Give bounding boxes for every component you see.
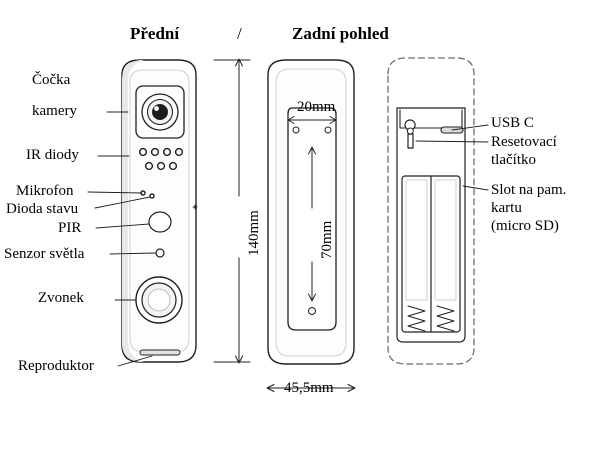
ir-led xyxy=(140,149,147,156)
dimension-height: 140mm xyxy=(246,210,262,256)
ir-led xyxy=(158,163,165,170)
label-card-slot-line2: kartu xyxy=(491,200,522,216)
light-sensor xyxy=(156,249,164,257)
label-doorbell: Zvonek xyxy=(38,290,84,306)
speaker-grille xyxy=(140,350,180,355)
label-status-led: Dioda stavu xyxy=(6,201,79,217)
label-microphone: Mikrofon xyxy=(16,183,74,199)
screw-hole xyxy=(325,127,331,133)
dimension-width: 45,5mm xyxy=(284,380,334,396)
label-speaker: Reproduktor xyxy=(18,358,94,374)
heading-separator: / xyxy=(237,24,242,43)
heading-back-view: Zadní pohled xyxy=(292,24,389,43)
label-reset-button-line1: Resetovací xyxy=(491,134,557,150)
screw-hole xyxy=(309,308,316,315)
label-card-slot-line1: Slot na pam. xyxy=(491,182,567,198)
label-ir-leds: IR diody xyxy=(26,147,79,163)
ir-led xyxy=(146,163,153,170)
label-light-sensor: Senzor světla xyxy=(4,246,85,262)
label-usb-c: USB C xyxy=(491,115,534,131)
status-led xyxy=(150,194,154,198)
dimension-plate-height: 70mm xyxy=(319,220,335,259)
screw-hole xyxy=(293,127,299,133)
dimension-plate-width: 20mm xyxy=(297,99,336,115)
pir-sensor xyxy=(149,212,171,232)
label-reset-button-line2: tlačítko xyxy=(491,152,536,168)
heading-front-view: Přední xyxy=(130,24,180,43)
label-camera-lens-line2: kamery xyxy=(32,103,77,119)
ir-led xyxy=(164,149,171,156)
label-card-slot-line3: (micro SD) xyxy=(491,218,559,234)
ir-led xyxy=(152,149,159,156)
label-camera-lens-line1: Čočka xyxy=(32,72,71,88)
ir-led xyxy=(176,149,183,156)
label-pir: PIR xyxy=(58,220,82,236)
ir-led xyxy=(170,163,177,170)
